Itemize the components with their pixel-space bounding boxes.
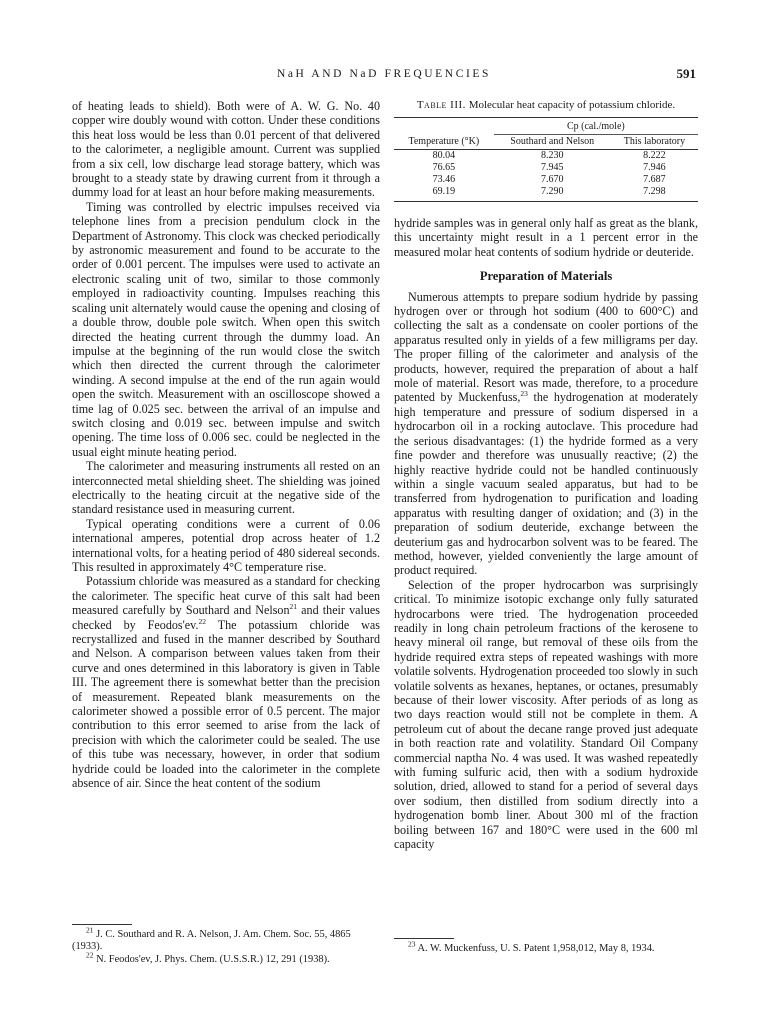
table-cell: 80.04 bbox=[432, 150, 456, 161]
table-header-blank bbox=[394, 120, 494, 135]
footnote-ref: 22 bbox=[198, 616, 206, 626]
paragraph bbox=[72, 574, 380, 790]
table-cell: 7.670 bbox=[541, 174, 564, 185]
paragraph: Timing was controlled by electric impulses received via telephone lines from a precision pendulum clock in the Department of Astronomy. This clock was checked periodically by astronomic measurement and found to be accurate to the order of 0.001 percent. The impulses were used to activate an electronic scaling unit of two, similar to those commonly employed in radioactivity counting. Impulses reaching this scaling unit alternately would cause the opening and closing of a double throw, double pole switch. When open this switch directed the heating current through the dummy load. An impulse at the beginning of the run would close the switch which then directed the current through the calorimeter winding. A second impulse at the end of the run again would open the switch. Measurement with an oscilloscope showed a time lag of 0.025 sec. between the arrival of an impulse and switch closing and 0.019 sec. between impulse and switch opening. The time loss of 0.006 sec. could be neglected in the usual eight minute heating period. bbox=[72, 199, 380, 459]
table-cell: 69.19 bbox=[432, 186, 456, 197]
footnote-ref: 21 bbox=[289, 602, 298, 612]
footnote bbox=[72, 950, 380, 966]
table-group-header-row bbox=[394, 120, 698, 135]
right-column bbox=[394, 99, 698, 851]
table-cell: 76.65 bbox=[432, 162, 456, 173]
table-header-row bbox=[394, 135, 698, 150]
footnotes-left bbox=[72, 924, 380, 966]
table-row bbox=[394, 174, 698, 186]
footnote-mark: 21 bbox=[86, 925, 94, 935]
table-row bbox=[394, 150, 698, 163]
footnote bbox=[394, 939, 698, 955]
footnote-text: A. W. Muckenfuss, U. S. Patent 1,958,012, May 8, 1934. bbox=[415, 943, 655, 954]
table-caption-text: Molecular heat capacity of potassium chloride. bbox=[465, 99, 676, 111]
text-run: Potassium chloride was measured as a standard for checking the calorimeter. The specific heat curve of this salt had been measured carefully by Southard and Nelson bbox=[72, 574, 380, 618]
table-header: Temperature (°K) bbox=[394, 135, 494, 150]
table-cell: 73.46 bbox=[432, 174, 456, 185]
text-run: the hydrogenation at moderately high temperature and pressure of sodium dispersed in a hydrocarbon oil in a rocking autoclave. This procedure had the serious disadvantages: (1) the hydride formed as a very fine powder and therefore was unusually reactive; (2) the highly reactive hydride could not be handled continuously within a single vacuum sealed apparatus, but had to be transferred from hydrogenation to purification and loading apparatus with resulting danger of oxidation; and (3) in the preparation of sodium deuteride, exchange between the deuterium gas and hydrocarbon solvent was to be feared. The method, however, yielded conveniently the large amount of product required. bbox=[394, 390, 698, 578]
page-number: 591 bbox=[676, 66, 696, 81]
table-cell: 7.290 bbox=[541, 186, 564, 197]
table-header: This laboratory bbox=[611, 135, 698, 150]
table-cell: 8.230 bbox=[541, 150, 564, 161]
footnote-rule bbox=[72, 924, 132, 925]
text-run: The potassium chloride was recrystallized and fused in the manner described by Southard and Nelson. A comparison between values taken from their curve and ones determined in this laboratory is given in Table III. The agreement there is somewhat better than the precision of measurement. Repeated blank measurements on the calorimeter showed a possible error of 0.5 percent. The major contribution to this error seemed to arise from the lack of precision with which the calorimeter could be sealed. The use of this tube was necessary, however, in order that sodium hydride could be loaded into the calorimeter in the complete absence of air. Since the heat content of the sodium bbox=[72, 617, 380, 791]
table-cell: 7.946 bbox=[643, 162, 666, 173]
footnote-mark: 22 bbox=[86, 950, 94, 960]
table-cell: 7.298 bbox=[643, 186, 666, 197]
page-header bbox=[72, 66, 696, 86]
table-rule bbox=[394, 198, 698, 202]
paragraph: Selection of the proper hydrocarbon was surprisingly critical. To minimize isotopic exchange only fully saturated hydrocarbons were tried. The hydrogenation proceeded readily in long chain petroleum fractions of the kerosene to heavy mineral oil range, but removal of these oils from the hydride required extra steps of repeated washings with more volatile solvents. Hydrogenation proceeded too slowly in such volatile solvents as hexanes, heptanes, or octanes, presumably because of their lower viscosity. After periods of as long as two days reaction would still not be complete in them. A petroleum cut of about the decane range proved just adequate in both reaction rate and volatility. Standard Oil Company commercial naptha No. 4 was used. It was washed repeatedly with fuming sulfuric acid, then with a sodium hydroxide solution, dried, allowed to stand for a period of several days over sodium, then distilled from sodium directly into a hydrogenation bomb liner. About 300 ml of the fraction boiling between 167 and 180°C were used in the 600 ml capacity bbox=[394, 577, 698, 852]
paragraph: Typical operating conditions were a current of 0.06 international amperes, potential drop across heater of 1.2 international volts, for a heating period of 480 sidereal seconds. This resulted in approximately 4°C temperature rise. bbox=[72, 516, 380, 574]
table-header: Southard and Nelson bbox=[494, 135, 611, 150]
rule-cell bbox=[394, 198, 698, 202]
footnote-ref: 23 bbox=[520, 389, 528, 399]
footnote bbox=[72, 925, 380, 954]
running-title: NaH AND NaD FREQUENCIES bbox=[276, 68, 492, 80]
paragraph: The calorimeter and measuring instruments all rested on an interconnected metal shielding sheet. The shielding was joined electrically to the heating circuit at the negative side of the standard resistance used in measuring current. bbox=[72, 459, 380, 517]
text-run: Numerous attempts to prepare sodium hydride by passing hydrogen over or through hot sodium (400 to 600°C) and collecting the salt as a condensate on cooler portions of the apparatus resulted only in yields of a few milligrams per day. The proper filling of the calorimeter and analysis of the products, however, required the preparation of about a half mole of material. Resort was made, therefore, to a procedure patented by Muckenfuss, bbox=[394, 289, 698, 405]
footnote-mark: 23 bbox=[408, 939, 416, 949]
table-iii bbox=[394, 99, 698, 202]
footnotes-right bbox=[394, 938, 698, 955]
table-caption bbox=[394, 99, 698, 111]
text-run: and their values checked by Feodos'ev. bbox=[72, 603, 380, 632]
left-column bbox=[72, 99, 380, 791]
table-row bbox=[394, 162, 698, 174]
paragraph bbox=[394, 290, 698, 578]
table-group-header: Cp (cal./mole) bbox=[494, 120, 698, 135]
data-table bbox=[394, 117, 698, 202]
table-row bbox=[394, 186, 698, 198]
table-label: Table III. bbox=[416, 99, 466, 111]
paragraph: of heating leads to shield). Both were of A. W. G. No. 40 copper wire doubly wound with cotton. Under these conditions this heat loss would be less than 0.01 percent of that delivered to the calorimeter, a negligible amount. Current was supplied from a six cell, low discharge lead storage battery, which was brought to a steady state by drawing current from it through a dummy load for at least an hour before making measurements. bbox=[72, 99, 380, 200]
table-cell: 8.222 bbox=[643, 150, 666, 161]
footnote-text: N. Feodos'ev, J. Phys. Chem. (U.S.S.R.) 12, 291 (1938). bbox=[93, 953, 330, 965]
section-heading: Preparation of Materials bbox=[479, 269, 613, 284]
footnote-text: J. C. Southard and R. A. Nelson, J. Am. Chem. Soc. 55, 4865 (1933). bbox=[72, 929, 351, 953]
table-cell: 7.945 bbox=[541, 162, 564, 173]
table-cell: 7.687 bbox=[643, 174, 666, 185]
footnote-rule bbox=[394, 938, 454, 939]
paragraph: hydride samples was in general only half as great as the blank, this uncertainty might result in a 1 percent error in the measured molar heat contents of sodium hydride or deuteride. bbox=[394, 216, 698, 259]
